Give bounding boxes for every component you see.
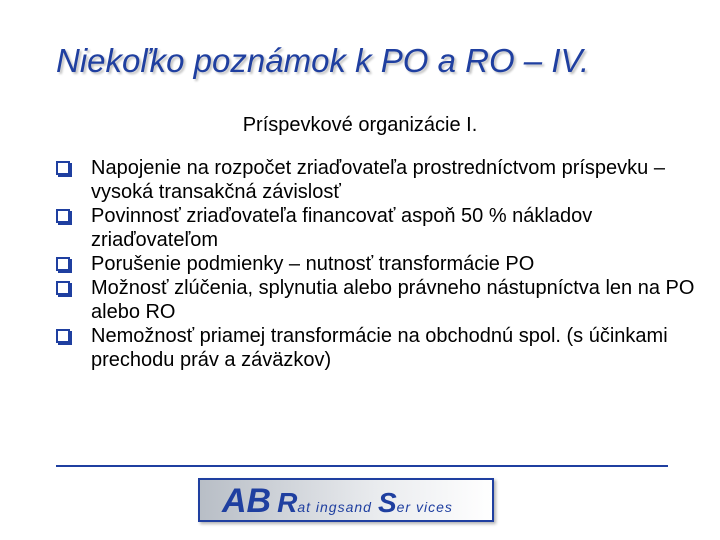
bullet-text: Nemožnosť priamej transformácie na obchodnú spol. (s účinkami prechodu práv a záväzkov) <box>91 325 668 371</box>
logo-ab: AB <box>222 482 272 520</box>
bullet-square-icon <box>56 281 70 295</box>
bullet-item <box>56 156 696 204</box>
logo-r: R <box>277 487 298 518</box>
divider-line <box>56 465 668 467</box>
bullet-text: Možnosť zlúčenia, splynutia alebo právneho nástupníctva len na PO alebo RO <box>91 277 695 323</box>
bullet-square-icon <box>56 209 70 223</box>
bullet-square-icon <box>56 257 70 271</box>
ab-ratings-logo <box>198 478 494 522</box>
slide-subtitle: Príspevkové organizácie I. <box>242 114 478 136</box>
bullet-text: Porušenie podmienky – nutnosť transformácie PO <box>91 253 535 275</box>
bullet-item <box>56 252 696 276</box>
bullet-text: Napojenie na rozpočet zriaďovateľa prostredníctvom príspevku – vysoká transakčná závislosť <box>91 157 665 203</box>
logo-s: S <box>377 487 397 518</box>
bullet-item <box>56 204 696 252</box>
slide-title: Niekoľko poznámok k PO a RO – IV. <box>56 42 590 79</box>
bullet-square-icon <box>56 161 70 175</box>
bullet-list <box>56 156 696 372</box>
logo-atings-and: at ingsand <box>297 499 372 515</box>
logo-er-vices: er vices <box>396 499 453 515</box>
bullet-square-icon <box>56 329 70 343</box>
bullet-item <box>56 324 696 372</box>
bullet-text: Povinnosť zriaďovateľa financovať aspoň 50 % nákladov zriaďovateľom <box>91 205 593 251</box>
bullet-item <box>56 276 696 324</box>
